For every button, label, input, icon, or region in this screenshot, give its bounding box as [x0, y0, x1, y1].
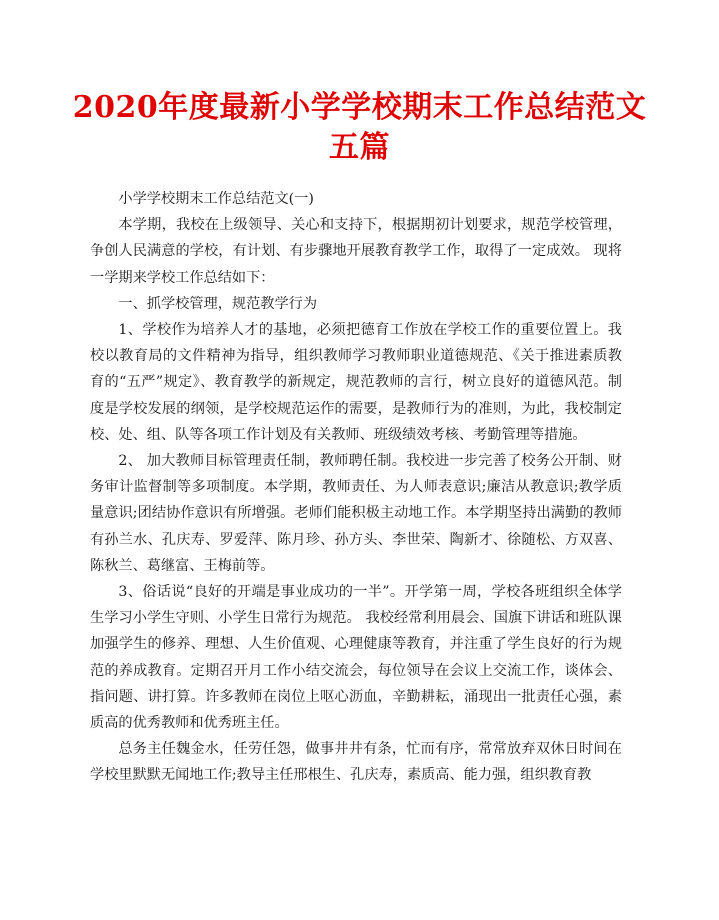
- document-title: 2020年度最新小学学校期末工作总结范文五篇: [72, 90, 647, 165]
- document-body: [90, 186, 622, 789]
- body-paragraph: 2、 加大教师目标管理责任制，教师聘任制。我校进一步完善了校务公开制、财务审计监督制等多项制度。本学期，教师责任、为人师表意识;廉洁从教意识;教学质量意识;团结协作意识有所增强。老师们能积极主动地工作。本学期坚持出满勤的教师有孙兰水、孔庆寿、罗爱萍、陈月珍、孙方头、李世荣、陶新才、徐随松、方双喜、陈秋兰、葛继富、王梅前等。: [90, 453, 622, 574]
- body-paragraph: 1、学校作为培养人才的基地，必须把德育工作放在学校工作的重要位置上。我校以教育局的文件精神为指导，组织教师学习教师职业道德规范、《关于推进素质教育的“五严”规定》、教育教学的新规定，规范教师的言行，树立良好的道德风范。制度是学校发展的纲领，是学校规范运作的需要，是教师行为的准则，为此，我校制定校、处、组、队等各项工作计划及有关教师、班级绩效考核、考勤管理等措施。: [90, 322, 622, 443]
- body-paragraph: 本学期，我校在上级领导、关心和支持下，根据期初计划要求，规范学校管理，争创人民满意的学校，有计划、有步骤地开展教育教学工作，取得了一定成效。 现将一学期来学校工作总结如下：: [90, 217, 622, 286]
- section-heading: 小学学校期末工作总结范文(一): [118, 191, 314, 207]
- body-paragraph: 3、俗话说“良好的开端是事业成功的一半”。开学第一周，学校各班组织全体学生学习小学生守则、小学生日常行为规范。 我校经常利用晨会、国旗下讲话和班队课加强学生的修养、理想、人生价值观、心理健康等教育，并注重了学生良好的行为规范的养成教育。定期召开月工作小结交流会，每位领导在会议上交流工作，谈体会、指问题、讲打算。许多教师在岗位上呕心沥血，辛勤耕耘，涌现出一批责任心强，素质高的优秀教师和优秀班主任。: [90, 584, 622, 732]
- body-paragraph: 总务主任魏金水，任劳任怨，做事井井有条，忙而有序，常常放弃双休日时间在学校里默默无闻地工作;教导主任邢根生、孔庆寿，素质高、能力强，组织教育教: [90, 741, 622, 784]
- section-heading: 一、抓学校管理，规范教学行为: [118, 295, 318, 312]
